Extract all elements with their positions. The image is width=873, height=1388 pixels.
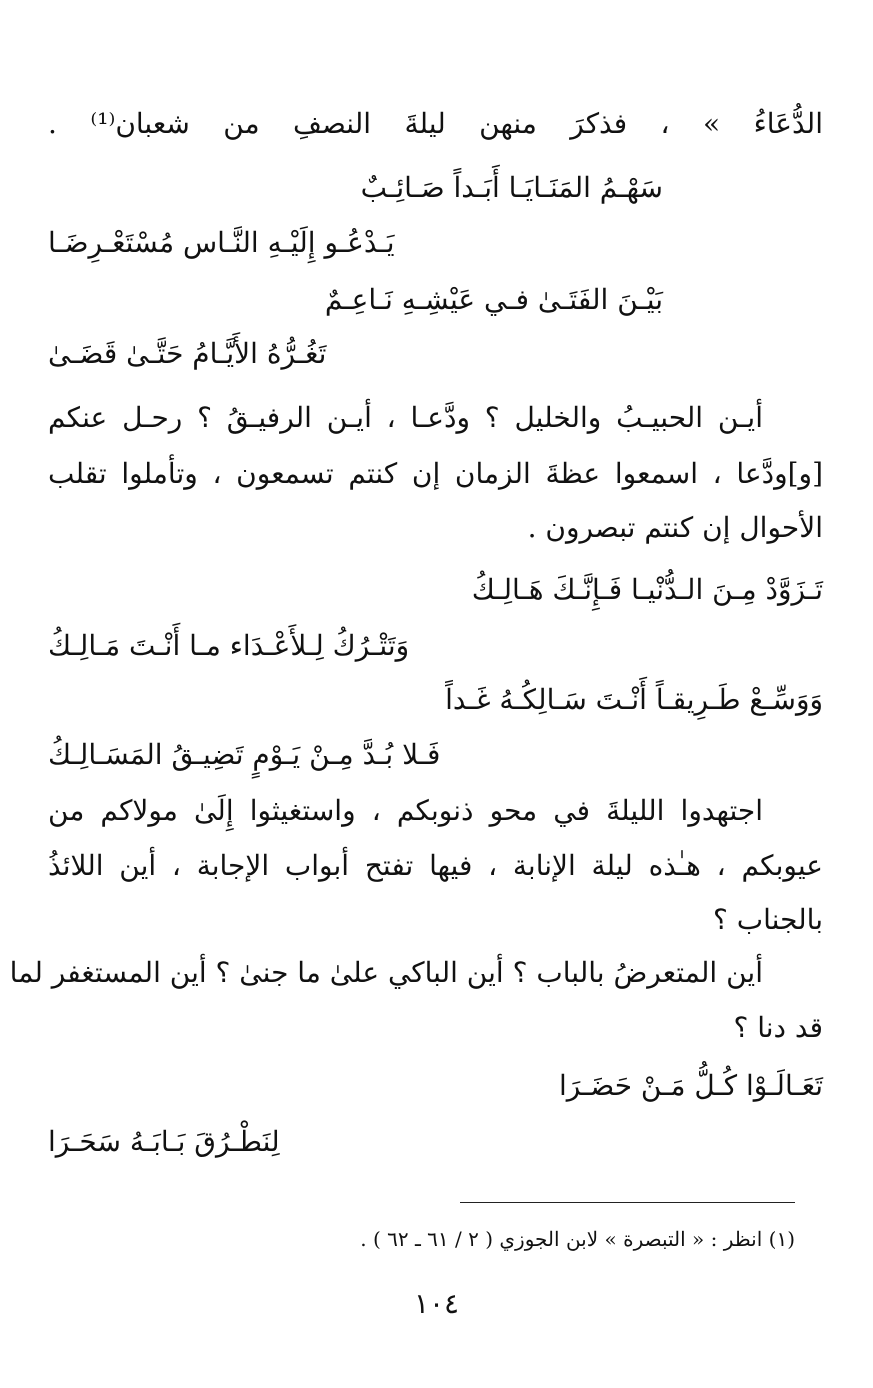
verse-1-second-hemistich: يَـدْعُـو إِلَيْـهِ النَّـاس مُسْتَعْـرِضَـا bbox=[48, 226, 395, 259]
verse-1-first-hemistich: سَهْـمُ المَنَـايَـا أَبَـداً صَـائِـبٌ bbox=[360, 171, 663, 204]
text-line-15: بالجناب ؟ bbox=[712, 903, 823, 936]
verse-5-second-hemistich: لِنَطْـرُقَ بَـابَـهُ سَحَـرَا bbox=[48, 1125, 280, 1158]
page-number: ١٠٤ bbox=[413, 1287, 460, 1320]
verse-2-first-hemistich: بَيْـنَ الفَتَـىٰ فـي عَيْشِـهِ نَـاعِـمٌ bbox=[324, 283, 663, 316]
footnote: (١) انظر : « التبصرة » لابن الجوزي ( ٢ / ٦١ ـ ٦٢ ) . bbox=[360, 1227, 795, 1251]
verse-2-second-hemistich: تَغُـرُّهُ الأَيَّـامُ حَتَّـىٰ قَضَـىٰ bbox=[48, 337, 327, 370]
verse-4-second-hemistich: فَـلا بُـدَّ مِـنْ يَـوْمٍ تَضِيـقُ المَسَـالِـكُ bbox=[48, 738, 441, 771]
text-line-1: الدُّعَاءُ » ، فذكرَ منهن ليلةَ النصفِ من شعبان⁽¹⁾ . bbox=[48, 107, 823, 140]
footnote-divider bbox=[460, 1202, 795, 1203]
text-line-6: أيـن الحبيـبُ والخليل ؟ ودَّعـا ، أيـن الرفيـقُ ؟ رحـل عنكم bbox=[48, 401, 763, 434]
verse-3-second-hemistich: وَتَتْـرُكُ لِـلأَعْـدَاء مـا أَنْـتَ مَـالِـكُ bbox=[48, 629, 410, 662]
text-line-13: اجتهدوا الليلةَ في محو ذنوبكم ، واستغيثوا إِلَىٰ مولاكم من bbox=[48, 794, 763, 827]
text-line-7: [و]ودَّعا ، اسمعوا عظةَ الزمان إن كنتم تسمعون ، وتأملوا تقلب bbox=[48, 457, 823, 490]
text-line-8: الأحوال إن كنتم تبصرون . bbox=[527, 511, 823, 544]
verse-3-first-hemistich: تَـزَوَّدْ مِـنَ الـدُّنْيـا فَـإِنَّـكَ هَـالِـكُ bbox=[471, 573, 823, 606]
verse-4-first-hemistich: وَوَسِّـعْ طَـرِيقـاً أَنْـتَ سَـالِكُـهُ غَـداً bbox=[445, 683, 823, 716]
text-line-16: أين المتعرضُ بالباب ؟ أين الباكي علىٰ ما جنىٰ ؟ أين المستغفر لما bbox=[9, 956, 763, 989]
text-line-17: قد دنا ؟ bbox=[733, 1011, 823, 1044]
text-line-14: عيوبكم ، هـٰذه ليلة الإنابة ، فيها تفتح أبواب الإجابة ، أين اللائذُ bbox=[48, 849, 823, 882]
verse-5-first-hemistich: تَعَـالَـوْا كُـلُّ مَـنْ حَضَـرَا bbox=[559, 1069, 823, 1102]
